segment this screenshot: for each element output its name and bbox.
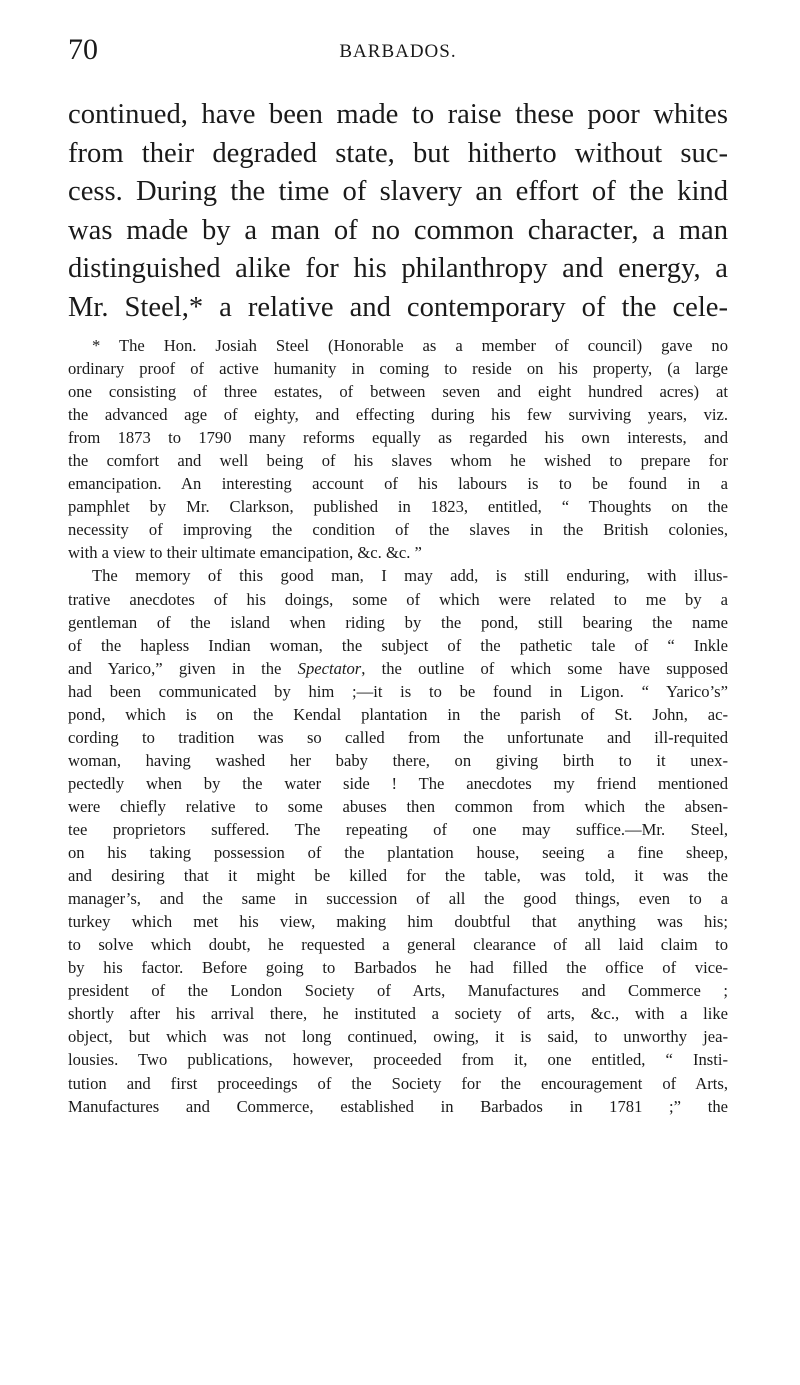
footnote-line: were chiefly relative to some abuses then common from which the absen- bbox=[68, 796, 728, 816]
footnote-line: pectedly when by the water side ! The anecdotes my friend mentioned bbox=[68, 773, 728, 793]
footnote-line: turkey which met his view, making him doubtful that anything was his; bbox=[68, 912, 728, 932]
spectator-title: Spectator bbox=[297, 658, 362, 678]
main-text-line: was made by a man of no common character, a man bbox=[68, 214, 728, 246]
main-text bbox=[68, 96, 728, 328]
footnote-line: tution and first proceedings of the Society for the encouragement of Arts, bbox=[68, 1073, 728, 1093]
footnote-line: and desiring that it might be killed for the table, was told, it was the bbox=[68, 866, 728, 886]
footnote-line: pamphlet by Mr. Clarkson, published in 1823, entitled, “ Thoughts on the bbox=[68, 497, 728, 517]
running-head: BARBADOS. bbox=[339, 41, 457, 62]
footnote-line: object, but which was not long continued, owing, it is said, to unworthy jea- bbox=[68, 1027, 728, 1047]
footnote-line: woman, having washed her baby there, on giving birth to it unex- bbox=[68, 750, 728, 770]
main-text-line: Mr. Steel,* a relative and contemporary of the cele- bbox=[68, 291, 728, 323]
page-header bbox=[68, 30, 728, 70]
main-text-line: continued, have been made to raise these poor whites bbox=[68, 99, 728, 130]
footnote-line: The memory of this good man, I may add, is still enduring, with illus- bbox=[92, 566, 728, 586]
footnote-line: one consisting of three estates, of between seven and eight hundred acres) at bbox=[68, 382, 728, 402]
footnote-line: the advanced age of eighty, and effecting during his few surviving years, viz. bbox=[68, 405, 728, 425]
footnote-line: manager’s, and the same in succession of all the good things, even to a bbox=[68, 889, 728, 909]
footnote-line: lousies. Two publications, however, proceeded from it, one entitled, “ Insti- bbox=[68, 1050, 728, 1070]
footnote-line: ordinary proof of active humanity in coming to reside on his property, (a large bbox=[68, 359, 728, 379]
footnote-line: cording to tradition was so called from the unfortunate and ill-requited bbox=[68, 727, 728, 747]
footnote bbox=[68, 334, 728, 1118]
footnote-line bbox=[68, 657, 728, 680]
footnote-line: tee proprietors suffered. The repeating of one may suffice.—Mr. Steel, bbox=[68, 819, 728, 839]
main-text-line: distinguished alike for his philanthropy and energy, a bbox=[68, 253, 728, 285]
footnote-line: the comfort and well being of his slaves whom he wished to prepare for bbox=[68, 451, 728, 471]
footnote-line: president of the London Society of Arts, Manufactures and Commerce ; bbox=[68, 981, 728, 1001]
footnote-line: with a view to their ultimate emancipation, &c. &c. ” bbox=[68, 543, 422, 563]
footnote-line: emancipation. An interesting account of his labours is to be found in a bbox=[68, 474, 728, 494]
page-number: 70 bbox=[68, 33, 98, 66]
footnote-line: gentleman of the island when riding by the pond, still bearing the name bbox=[68, 612, 728, 632]
footnote-line: on his taking possession of the plantation house, seeing a fine sheep, bbox=[68, 843, 728, 863]
footnote-line-part: , the outline of which some have supposed bbox=[361, 658, 728, 678]
main-text-line: cess. During the time of slavery an effort of the kind bbox=[68, 176, 728, 208]
footnote-line: necessity of improving the condition of the slaves in the British colonies, bbox=[68, 520, 728, 540]
footnote-line: had been communicated by him ;—it is to be found in Ligon. “ Yarico’s” bbox=[68, 681, 728, 701]
footnote-line: * The Hon. Josiah Steel (Honorable as a member of council) gave no bbox=[92, 336, 728, 355]
footnote-line: pond, which is on the Kendal plantation in the parish of St. John, ac- bbox=[68, 704, 728, 724]
footnote-line: to solve which doubt, he requested a general clearance of all laid claim to bbox=[68, 935, 728, 955]
footnote-line: Manufactures and Commerce, established in Barbados in 1781 ;” the bbox=[68, 1096, 728, 1116]
footnote-line: from 1873 to 1790 many reforms equally as regarded his own interests, and bbox=[68, 428, 728, 448]
footnote-line: of the hapless Indian woman, the subject of the pathetic tale of “ Inkle bbox=[68, 635, 728, 655]
main-text-line: from their degraded state, but hitherto without suc- bbox=[68, 137, 728, 169]
footnote-line-part: and Yarico,” given in the bbox=[68, 658, 298, 678]
footnote-line: trative anecdotes of his doings, some of which were related to me by a bbox=[68, 589, 728, 609]
footnote-line: shortly after his arrival there, he instituted a society of arts, &c., with a like bbox=[68, 1004, 728, 1024]
footnote-line: by his factor. Before going to Barbados he had filled the office of vice- bbox=[68, 958, 728, 978]
